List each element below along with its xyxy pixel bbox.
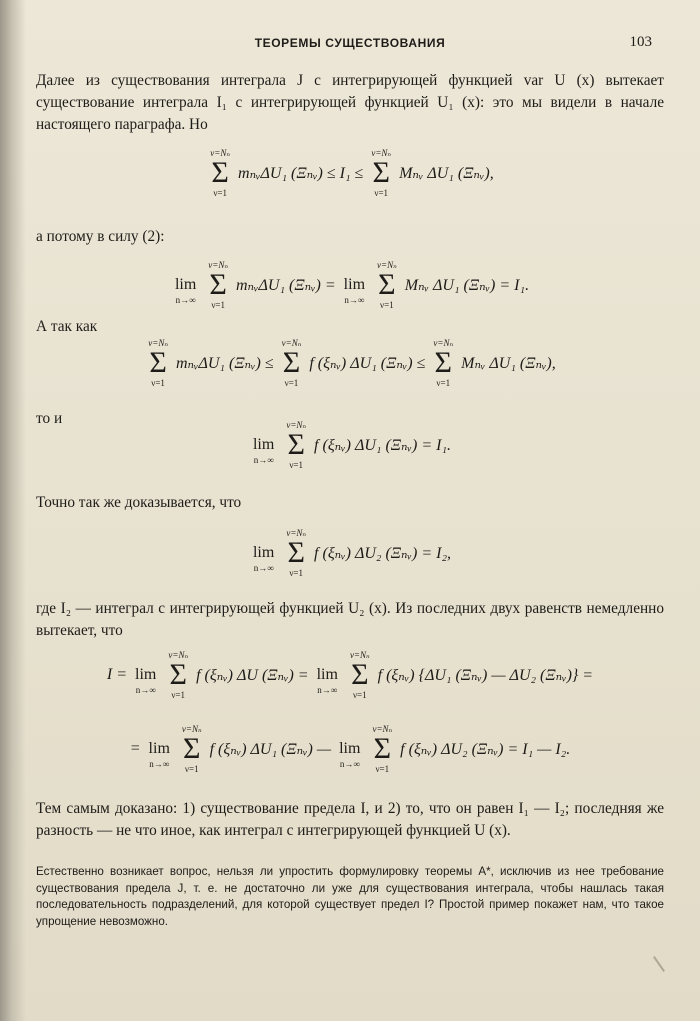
paragraph-3: А так как	[36, 318, 98, 335]
sigma-symbol: Σ	[287, 536, 305, 569]
paragraph-2: а потому в силу (2):	[36, 228, 165, 245]
sum-lower-limit: ν=1	[184, 764, 199, 774]
sigma-symbol: Σ	[287, 428, 305, 461]
limit-subscript: n→∞	[253, 455, 274, 465]
sum-upper-limit: ν=Nₙ	[181, 724, 202, 734]
sum-lower-limit: ν=1	[380, 300, 394, 310]
sum-operator	[372, 724, 392, 774]
equation-2	[0, 260, 700, 310]
lim-word: lim	[343, 276, 366, 293]
sum-upper-limit: ν=Nₙ	[286, 420, 307, 430]
sum-lower-limit: ν=1	[289, 568, 304, 578]
sum-operator	[208, 260, 228, 310]
lim-word: lim	[316, 666, 338, 683]
sum-upper-limit: ν=Nₙ	[208, 260, 228, 270]
sum-operator	[210, 148, 230, 198]
equation-term: mₙᵥΔU₁ (Ξₙᵥ) =	[236, 277, 336, 294]
lim-word: lim	[135, 666, 157, 683]
equation-lead: =	[129, 740, 141, 757]
limit-subscript: n→∞	[175, 295, 196, 305]
sum-upper-limit: ν=Nₙ	[433, 338, 454, 348]
equation-term: f (ξₙᵥ) ΔU₂ (Ξₙᵥ) = I₂,	[314, 545, 451, 562]
equation-term: Mₙᵥ ΔU₁ (Ξₙᵥ) = I₁.	[404, 277, 530, 294]
limit-operator	[253, 533, 274, 573]
equation-4	[0, 420, 700, 470]
sum-operator	[371, 148, 391, 198]
sum-operator	[282, 338, 302, 388]
sum-lower-limit: ν=1	[171, 690, 186, 700]
sum-upper-limit: ν=Nₙ	[371, 148, 392, 158]
equation-term: Mₙᵥ ΔU₁ (Ξₙᵥ),	[399, 165, 494, 182]
sum-operator	[377, 260, 397, 310]
sum-operator	[148, 338, 168, 388]
sigma-symbol: Σ	[209, 268, 227, 301]
scan-artifact	[653, 956, 665, 972]
equation-term: f (ξₙᵥ) {ΔU₁ (Ξₙᵥ) — ΔU₂ (Ξₙᵥ)} =	[377, 667, 594, 684]
sum-lower-limit: ν=1	[211, 300, 225, 310]
sum-lower-limit: ν=1	[436, 378, 451, 388]
equation-term: f (ξₙᵥ) ΔU₂ (Ξₙᵥ) = I₁ — I₂.	[400, 741, 571, 758]
paragraph-4: то и	[36, 410, 63, 427]
sigma-symbol: Σ	[282, 346, 301, 379]
limit-operator	[339, 729, 360, 769]
sum-lower-limit: ν=1	[374, 188, 389, 198]
sum-upper-limit: ν=Nₙ	[168, 650, 189, 660]
sum-operator	[182, 724, 202, 774]
sum-lower-limit: ν=1	[352, 690, 367, 700]
limit-operator	[175, 265, 196, 305]
sum-operator	[433, 338, 453, 388]
equation-7	[0, 724, 700, 774]
lim-word: lim	[252, 544, 275, 561]
sum-upper-limit: ν=Nₙ	[281, 338, 302, 348]
equation-3	[0, 338, 700, 388]
limit-subscript: n→∞	[253, 563, 274, 573]
limit-operator	[135, 655, 156, 695]
sum-upper-limit: ν=Nₙ	[349, 650, 370, 660]
sum-operator	[350, 650, 370, 700]
sum-lower-limit: ν=1	[213, 188, 227, 198]
sigma-symbol: Σ	[169, 658, 187, 691]
equation-term: f (ξₙᵥ) ΔU₁ (Ξₙᵥ) ≤	[309, 355, 426, 372]
equation-5	[0, 528, 700, 578]
sigma-symbol: Σ	[211, 156, 229, 189]
sigma-symbol: Σ	[149, 346, 167, 379]
sum-operator	[286, 528, 306, 578]
paragraph-7: Тем самым доказано: 1) существование предела I, и 2) то, что он равен I₁ — I₂; последняя же разность — не что иное, как интеграл с интегрирующей функцией U (x).	[36, 800, 664, 839]
equation-term: f (ξₙᵥ) ΔU₁ (Ξₙᵥ) = I₁.	[314, 437, 451, 454]
limit-operator	[344, 265, 365, 305]
paragraph-6: где I₂ — интеграл с интегрирующей функцией U₂ (x). Из последних двух равенств немедленно вытекает, что	[36, 600, 664, 639]
limit-operator	[253, 425, 274, 465]
limit-subscript: n→∞	[317, 685, 338, 695]
sum-operator	[168, 650, 188, 700]
equation-term: f (ξₙᵥ) ΔU (Ξₙᵥ) =	[196, 667, 309, 684]
equation-6	[0, 650, 700, 700]
limit-subscript: n→∞	[339, 759, 360, 769]
footnote-paragraph: Естественно возникает вопрос, нельзя ли упростить формулировку теоремы A*, исключив из нее требование существования предела J, т. е. не достаточно ли уже для существования интеграла, чтобы нашлась такая последовательность подразделений, для которой существует предел I? Простой пример покажет нам, что такое упрощение невозможно.	[36, 865, 664, 928]
sum-upper-limit: ν=Nₙ	[210, 148, 231, 158]
lim-word: lim	[252, 436, 275, 453]
equation-term: mₙᵥΔU₁ (Ξₙᵥ) ≤ I₁ ≤	[238, 165, 364, 182]
sigma-symbol: Σ	[372, 156, 390, 189]
sum-operator	[286, 420, 306, 470]
paragraph-1: Далее из существования интеграла J с интегрирующей функцией var U (x) вытекает существование интеграла I₁ с интегрирующей функцией U₁ (x): это мы видели в начале настоящего параграфа. Но	[36, 72, 664, 133]
sum-upper-limit: ν=Nₙ	[148, 338, 168, 348]
sigma-symbol: Σ	[351, 658, 369, 691]
equation-term: f (ξₙᵥ) ΔU₁ (Ξₙᵥ) —	[209, 741, 332, 758]
paragraph-5: Точно так же доказывается, что	[36, 494, 242, 511]
sum-upper-limit: ν=Nₙ	[286, 528, 307, 538]
sigma-symbol: Σ	[378, 268, 396, 301]
limit-operator	[149, 729, 170, 769]
sum-lower-limit: ν=1	[151, 378, 165, 388]
sum-upper-limit: ν=Nₙ	[372, 724, 393, 734]
lim-word: lim	[148, 740, 170, 757]
sigma-symbol: Σ	[183, 732, 201, 765]
sum-lower-limit: ν=1	[284, 378, 299, 388]
equation-term: Mₙᵥ ΔU₁ (Ξₙᵥ),	[461, 355, 556, 372]
sigma-symbol: Σ	[434, 346, 452, 379]
limit-subscript: n→∞	[344, 295, 365, 305]
limit-operator	[317, 655, 338, 695]
lim-word: lim	[339, 740, 361, 757]
limit-subscript: n→∞	[135, 685, 156, 695]
equation-1	[0, 148, 700, 198]
sum-lower-limit: ν=1	[375, 764, 390, 774]
running-title: ТЕОРЕМЫ СУЩЕСТВОВАНИЯ	[254, 36, 446, 50]
lim-word: lim	[174, 276, 197, 293]
sum-lower-limit: ν=1	[289, 460, 304, 470]
limit-subscript: n→∞	[149, 759, 170, 769]
sigma-symbol: Σ	[373, 732, 392, 765]
equation-term: mₙᵥΔU₁ (Ξₙᵥ) ≤	[175, 355, 274, 372]
equation-lead: I =	[106, 666, 128, 683]
sum-upper-limit: ν=Nₙ	[377, 260, 397, 270]
page-number: 103	[629, 34, 652, 50]
